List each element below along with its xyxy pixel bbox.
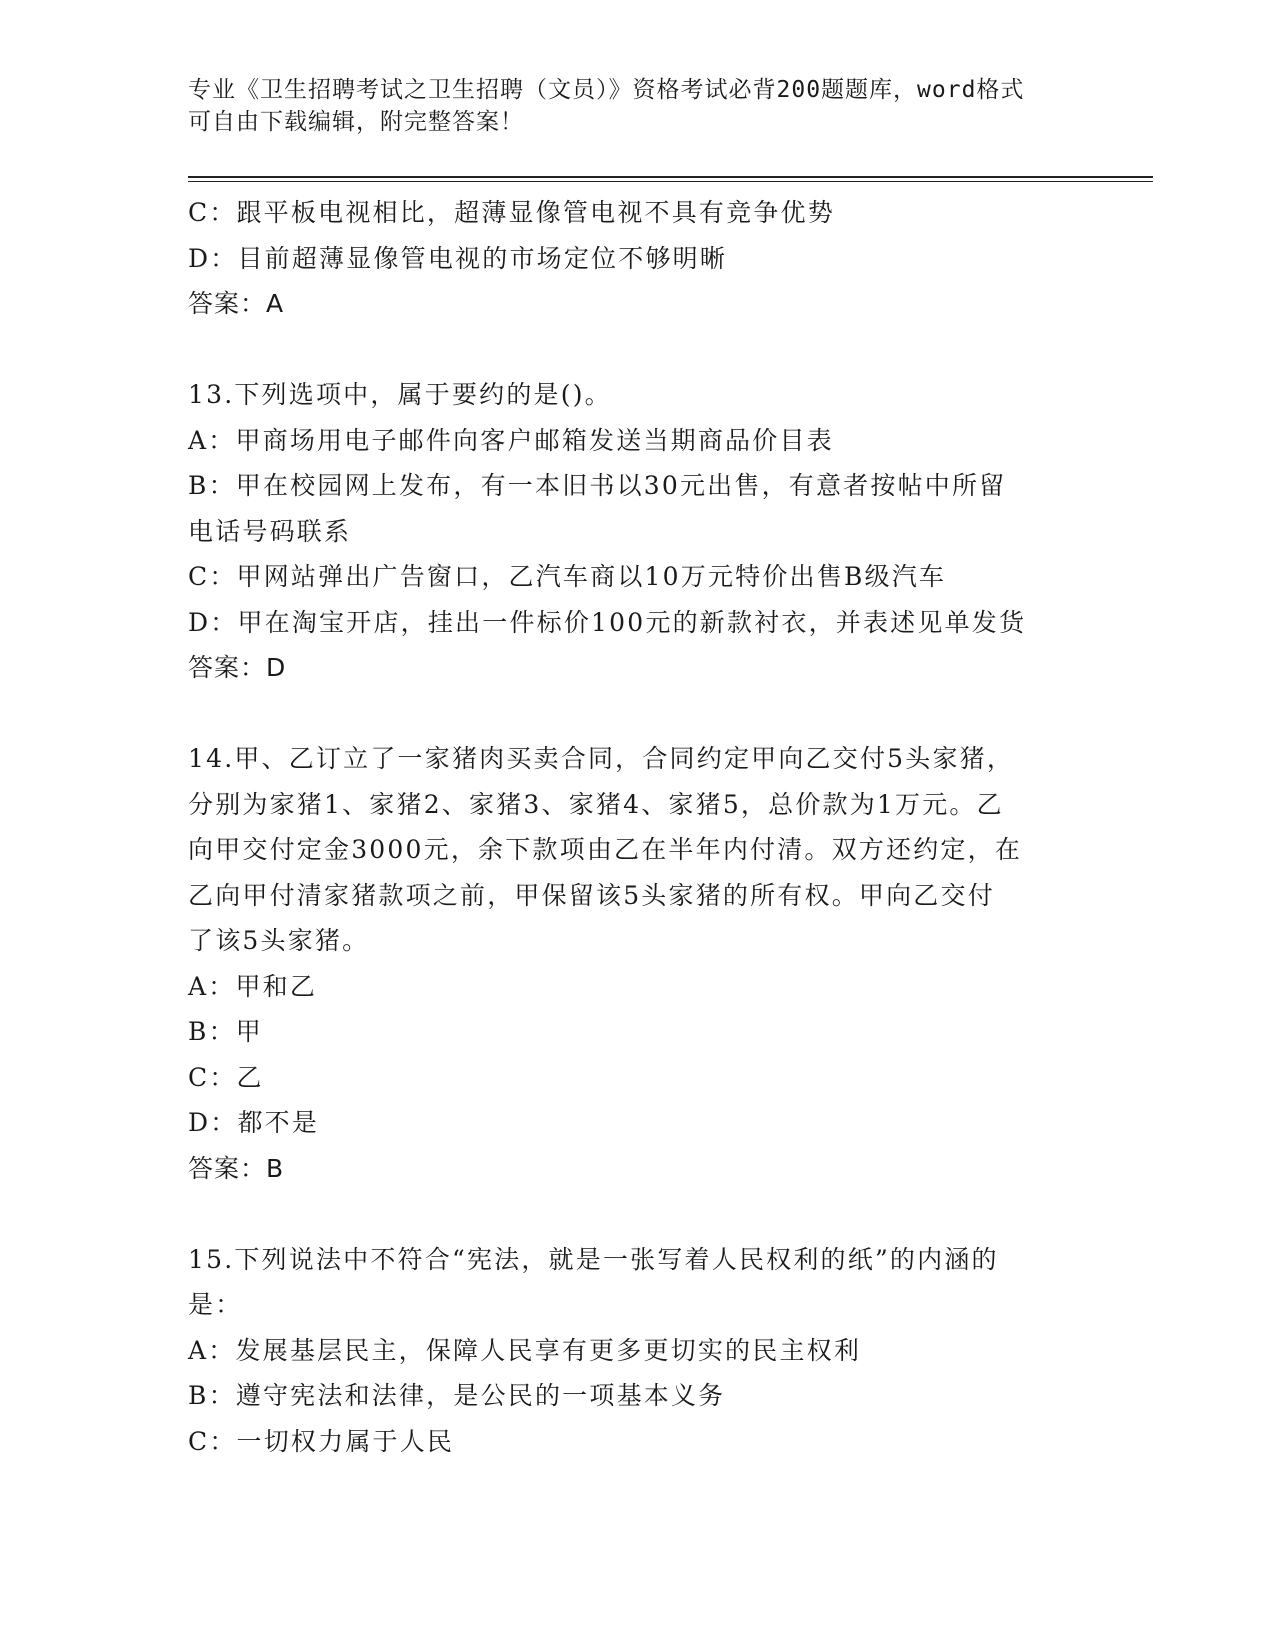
option-c: C：甲网站弹出广告窗口，乙汽车商以10万元特价出售B级汽车 — [188, 562, 947, 591]
header-divider-thin — [188, 181, 1153, 182]
question-12 — [188, 190, 1088, 327]
question-15 — [188, 1237, 1088, 1465]
header-title-line-1: 专业《卫生招聘考试之卫生招聘（文员）》资格考试必背200题题库，word格式 — [188, 77, 1025, 103]
option-a: A：发展基层民主，保障人民享有更多更切实的民主权利 — [188, 1335, 862, 1365]
question-stem: 13.下列选项中，属于要约的是()。 — [188, 380, 612, 409]
question-stem-line-3: 向甲交付定金3000元，余下款项由乙在半年内付清。双方还约定，在 — [188, 835, 1023, 864]
question-stem-line-5: 了该5头家猪。 — [188, 926, 370, 955]
option-b-line-1: B：甲在校园网上发布，有一本旧书以30元出售，有意者按帖中所留 — [188, 471, 1007, 500]
option-d: D：都不是 — [188, 1108, 320, 1137]
question-stem-line-2: 分别为家猪1、家猪2、家猪3、家猪4、家猪5，总价款为1万元。乙 — [188, 789, 1004, 819]
answer-label: 答案：A — [188, 289, 285, 318]
header-title-line-2: 可自由下载编辑，附完整答案！ — [188, 109, 524, 135]
header-divider-thick — [188, 176, 1153, 178]
answer-label: 答案：B — [188, 1153, 285, 1183]
spacer — [188, 327, 1088, 373]
option-a: A：甲和乙 — [188, 971, 318, 1001]
question-stem-line-1: 15.下列说法中不符合“宪法，就是一张写着人民权利的纸”的内涵的 — [188, 1244, 999, 1274]
option-c: C：一切权力属于人民 — [188, 1426, 455, 1456]
question-stem-line-4: 乙向甲付清家猪款项之前，甲保留该5头家猪的所有权。甲向乙交付 — [188, 880, 995, 910]
option-a: A：甲商场用电子邮件向客户邮箱发送当期商品价目表 — [188, 425, 834, 455]
option-b-line-2: 电话号码联系 — [188, 516, 352, 546]
question-list — [188, 190, 1088, 1464]
question-stem-line-2: 是： — [188, 1290, 243, 1319]
answer-label: 答案：D — [188, 653, 287, 682]
question-14 — [188, 736, 1088, 1191]
page-header — [188, 74, 1068, 138]
question-13 — [188, 372, 1088, 691]
option-b: B：遵守宪法和法律，是公民的一项基本义务 — [188, 1381, 726, 1410]
spacer — [188, 691, 1088, 737]
question-stem-line-1: 14.甲、乙订立了一家猪肉买卖合同，合同约定甲向乙交付5头家猪， — [188, 744, 1015, 773]
option-c: C：跟平板电视相比，超薄显像管电视不具有竞争优势 — [188, 198, 835, 227]
option-b: B：甲 — [188, 1017, 263, 1046]
option-d: D：甲在淘宝开店，挂出一件标价100元的新款衬衣，并表述见单发货 — [188, 607, 1027, 637]
option-c: C：乙 — [188, 1062, 264, 1092]
option-d: D：目前超薄显像管电视的市场定位不够明晰 — [188, 243, 728, 273]
spacer — [188, 1191, 1088, 1237]
